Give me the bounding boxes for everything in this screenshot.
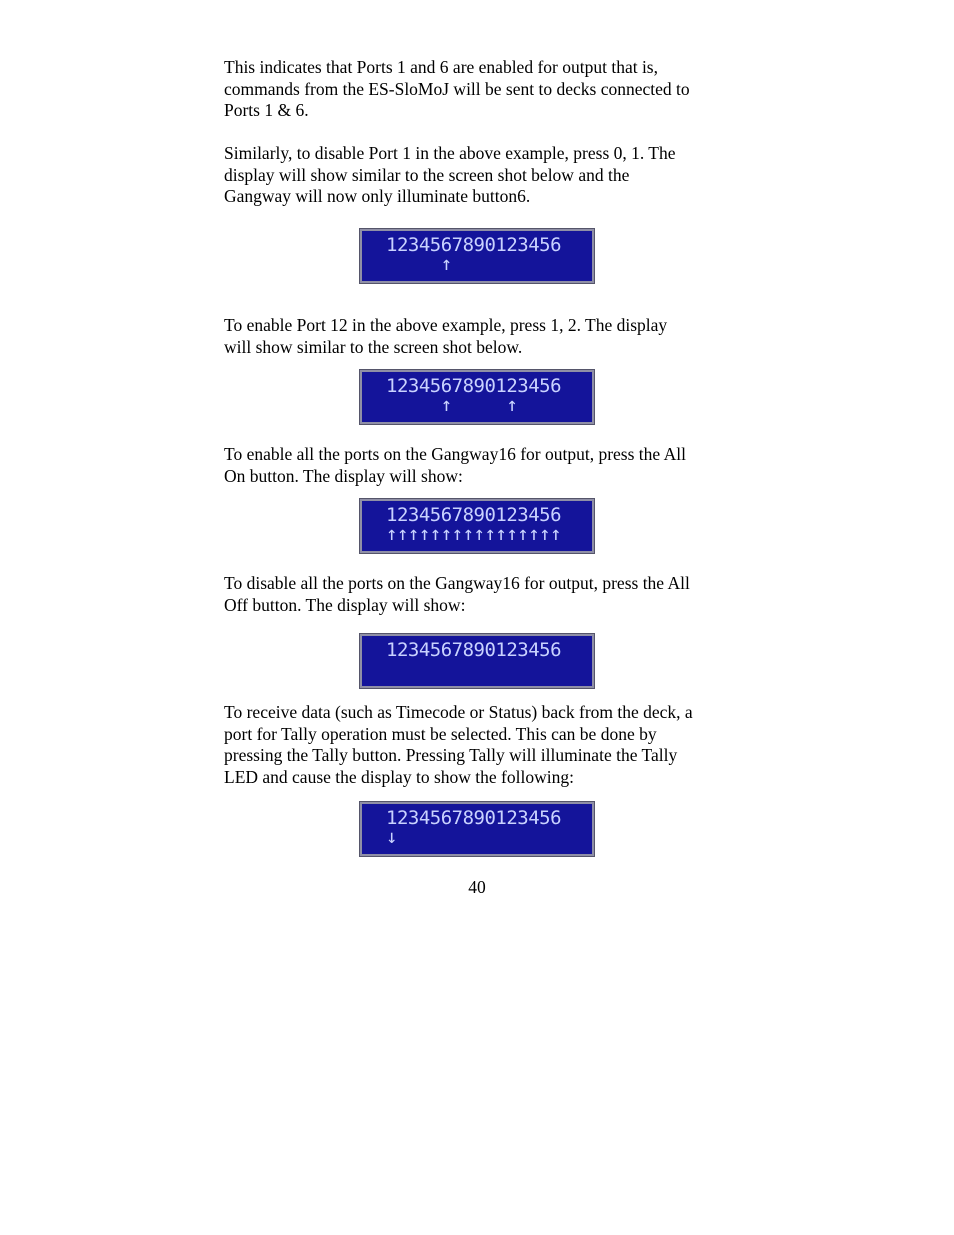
- lcd-line-1: 1234567890123456: [386, 234, 562, 256]
- lcd-line-2: ↑: [386, 253, 562, 275]
- lcd-display-port6: [360, 229, 594, 283]
- lcd-display-tally: [360, 802, 594, 856]
- lcd-line-1: 1234567890123456: [386, 807, 562, 829]
- paragraph-enable-port12: To enable Port 12 in the above example, press 1, 2. The display will show similar to the screen shot below.: [224, 315, 668, 357]
- page-number: 40: [468, 877, 486, 897]
- lcd-line-1: 1234567890123456: [386, 504, 562, 526]
- paragraph-all-on: To enable all the ports on the Gangway16 for output, press the All On button. The display will show:: [224, 444, 686, 486]
- lcd-line-2: ↑ ↑: [386, 394, 562, 416]
- lcd-display-all-off: [360, 634, 594, 688]
- paragraph-disable-port: Similarly, to disable Port 1 in the above example, press 0, 1. The display will show similar to the screen shot below and the Gangway will now only illuminate button6.: [224, 143, 676, 206]
- lcd-line-2: ↓: [386, 826, 562, 848]
- lcd-line-2: ↑↑↑↑↑↑↑↑↑↑↑↑↑↑↑↑: [386, 523, 562, 545]
- lcd-display-port6-port12: [360, 370, 594, 424]
- paragraph-all-off: To disable all the ports on the Gangway16 for output, press the All Off button. The display will show:: [224, 573, 690, 615]
- lcd-line-1: 1234567890123456: [386, 375, 562, 397]
- lcd-line-1: 1234567890123456: [386, 639, 562, 661]
- lcd-display-all-on: [360, 499, 594, 553]
- paragraph-tally: To receive data (such as Timecode or Status) back from the deck, a port for Tally operation must be selected. This can be done by pressing the Tally button. Pressing Tally will illuminate the Tally LED and cause the display to show the following:: [224, 702, 693, 787]
- paragraph-ports-enabled: This indicates that Ports 1 and 6 are enabled for output that is, commands from the ES-SloMoJ will be sent to decks connected to Ports 1 & 6.: [224, 57, 690, 120]
